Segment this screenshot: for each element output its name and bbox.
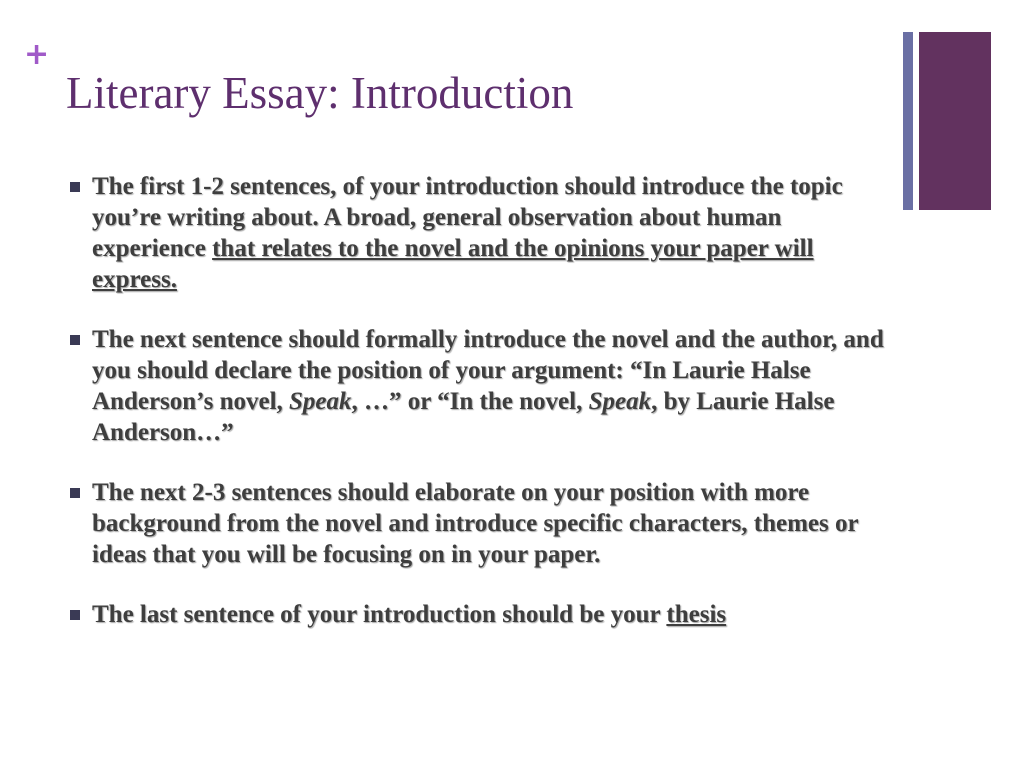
bullet-item-2 xyxy=(68,324,898,448)
bullet-item-3 xyxy=(68,477,898,570)
accent-bar-thick xyxy=(919,32,991,210)
bullet-list xyxy=(68,171,898,659)
bullet-1-text: The first 1-2 sentences, of your introduction should introduce the topic you’re writing about. A broad, general observation about human experience xyxy=(92,173,843,262)
bullet-2-italic-title-2: Speak xyxy=(588,388,652,415)
plus-mark: + xyxy=(24,37,50,72)
bullet-2-text-e: , by Laurie Halse Anderson…” xyxy=(92,388,835,446)
bullet-2-text-a: The next sentence should formally introduce the novel and the author, and you should declare the position of your argument: “In Laurie Halse Anderson’s novel, xyxy=(92,326,884,415)
bullet-square-icon xyxy=(70,182,80,192)
bullet-3-text: The next 2-3 sentences should elaborate on your position with more background from the novel and introduce specific characters, themes or ideas that you will be focusing on in your paper. xyxy=(92,479,859,568)
bullet-item-1 xyxy=(68,171,898,295)
bullet-item-4 xyxy=(68,599,898,630)
slide-title: Literary Essay: Introduction xyxy=(66,68,574,118)
bullet-1-underlined: that relates to the novel and the opinions your paper will express. xyxy=(92,235,814,293)
bullet-square-icon xyxy=(70,488,80,498)
bullet-4-text: The last sentence of your introduction should be your xyxy=(92,601,667,628)
accent-bar-thin xyxy=(903,32,913,210)
bullet-2-text-c: , …” or “In the novel, xyxy=(351,388,589,415)
bullet-square-icon xyxy=(70,610,80,620)
bullet-2-italic-title-1: Speak xyxy=(289,388,352,415)
bullet-4-underlined: thesis xyxy=(666,601,727,628)
bullet-square-icon xyxy=(70,335,80,345)
